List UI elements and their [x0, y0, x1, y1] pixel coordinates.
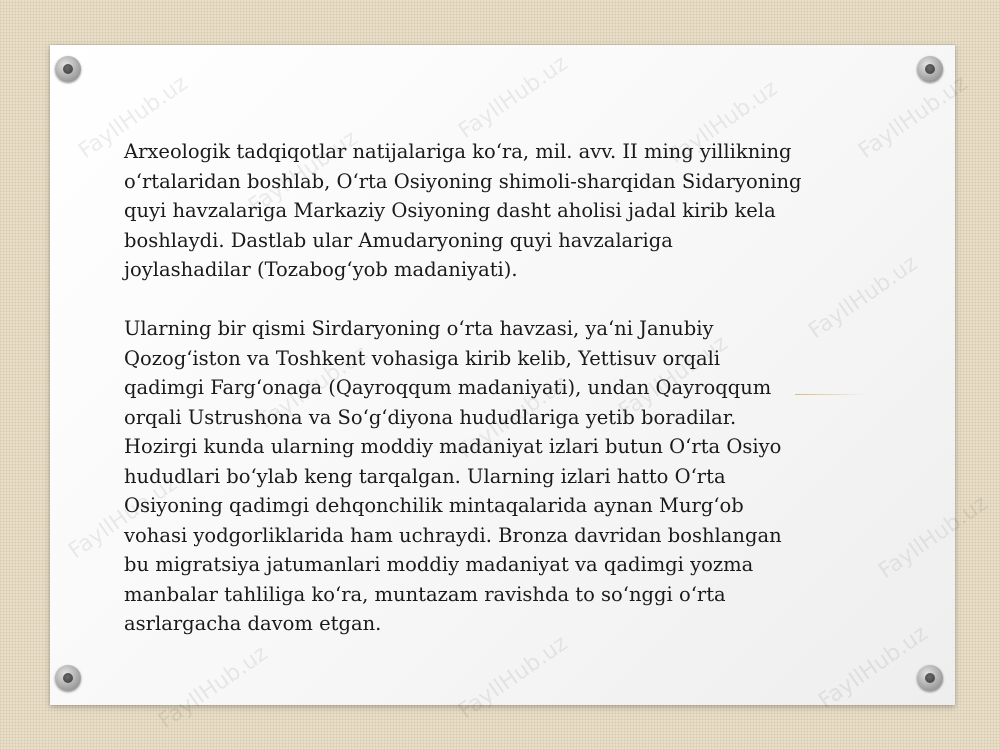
watermark: FayIlHub.uz [154, 640, 273, 735]
watermark: FayIlHub.uz [74, 70, 193, 165]
watermark: FayIlHub.uz [454, 630, 573, 725]
watermark: FayIlHub.uz [244, 125, 363, 220]
watermark: FayIlHub.uz [454, 50, 573, 145]
watermark: FayIlHub.uz [874, 490, 993, 585]
watermark: FayIlHub.uz [254, 340, 373, 435]
body-text [124, 137, 864, 639]
watermark: FayIlHub.uz [854, 70, 973, 165]
watermark: FayIlHub.uz [804, 250, 923, 345]
watermark: FayIlHub.uz [64, 470, 183, 565]
rivet-icon [917, 665, 943, 691]
rivet-icon [55, 665, 81, 691]
paragraph-2: Ularning bir qismi Sirdaryoning o‘rta havzasi, ya‘ni Janubiy Qozog‘iston va Toshkent vohasiga kirib kelib, Yettisuv orqali qadimgi Farg‘onaga (Qayroqqum madaniyati), undan Qayroqqum orqali Ustrushona va So‘g‘diyona hududlariga yetib boradilar. Hozirgi kunda ularning moddiy madaniyat izlari butun O‘rta Osiyo hududlari bo‘ylab keng tarqalgan. Ularning izlari hatto O‘rta Osiyoning qadimgi dehqonchilik mintaqalarida aynan Murg‘ob vohasi yodgorliklarida ham uchraydi. Bronza davridan boshlangan bu migratsiya jatumanlari moddiy madaniyat va qadimgi yozma manbalar tahliliga ko‘ra, muntazam ravishda to so‘nggi o‘rta asrlargacha davom etgan. [124, 317, 782, 635]
watermark: FayIlHub.uz [664, 75, 783, 170]
rivet-icon [917, 56, 943, 82]
watermark: FayIlHub.uz [614, 330, 733, 425]
paragraph-1: Arxeologik tadqiqotlar natijalariga ko‘ra, mil. avv. II ming yillikning o‘rtalaridan boshlab, O‘rta Osiyoning shimoli-sharqidan Sidaryoning quyi havzalariga Markaziy Osiyoning dasht aholisi jadal kirib kela boshlaydi. Dastlab ular Amudaryoning quyi havzalariga joylashadilar (Tozabog‘yob madaniyati). [124, 140, 802, 281]
watermark: FayIlHub.uz [814, 620, 933, 715]
rivet-icon [55, 56, 81, 82]
watermark: FayIlHub.uz [454, 370, 573, 465]
